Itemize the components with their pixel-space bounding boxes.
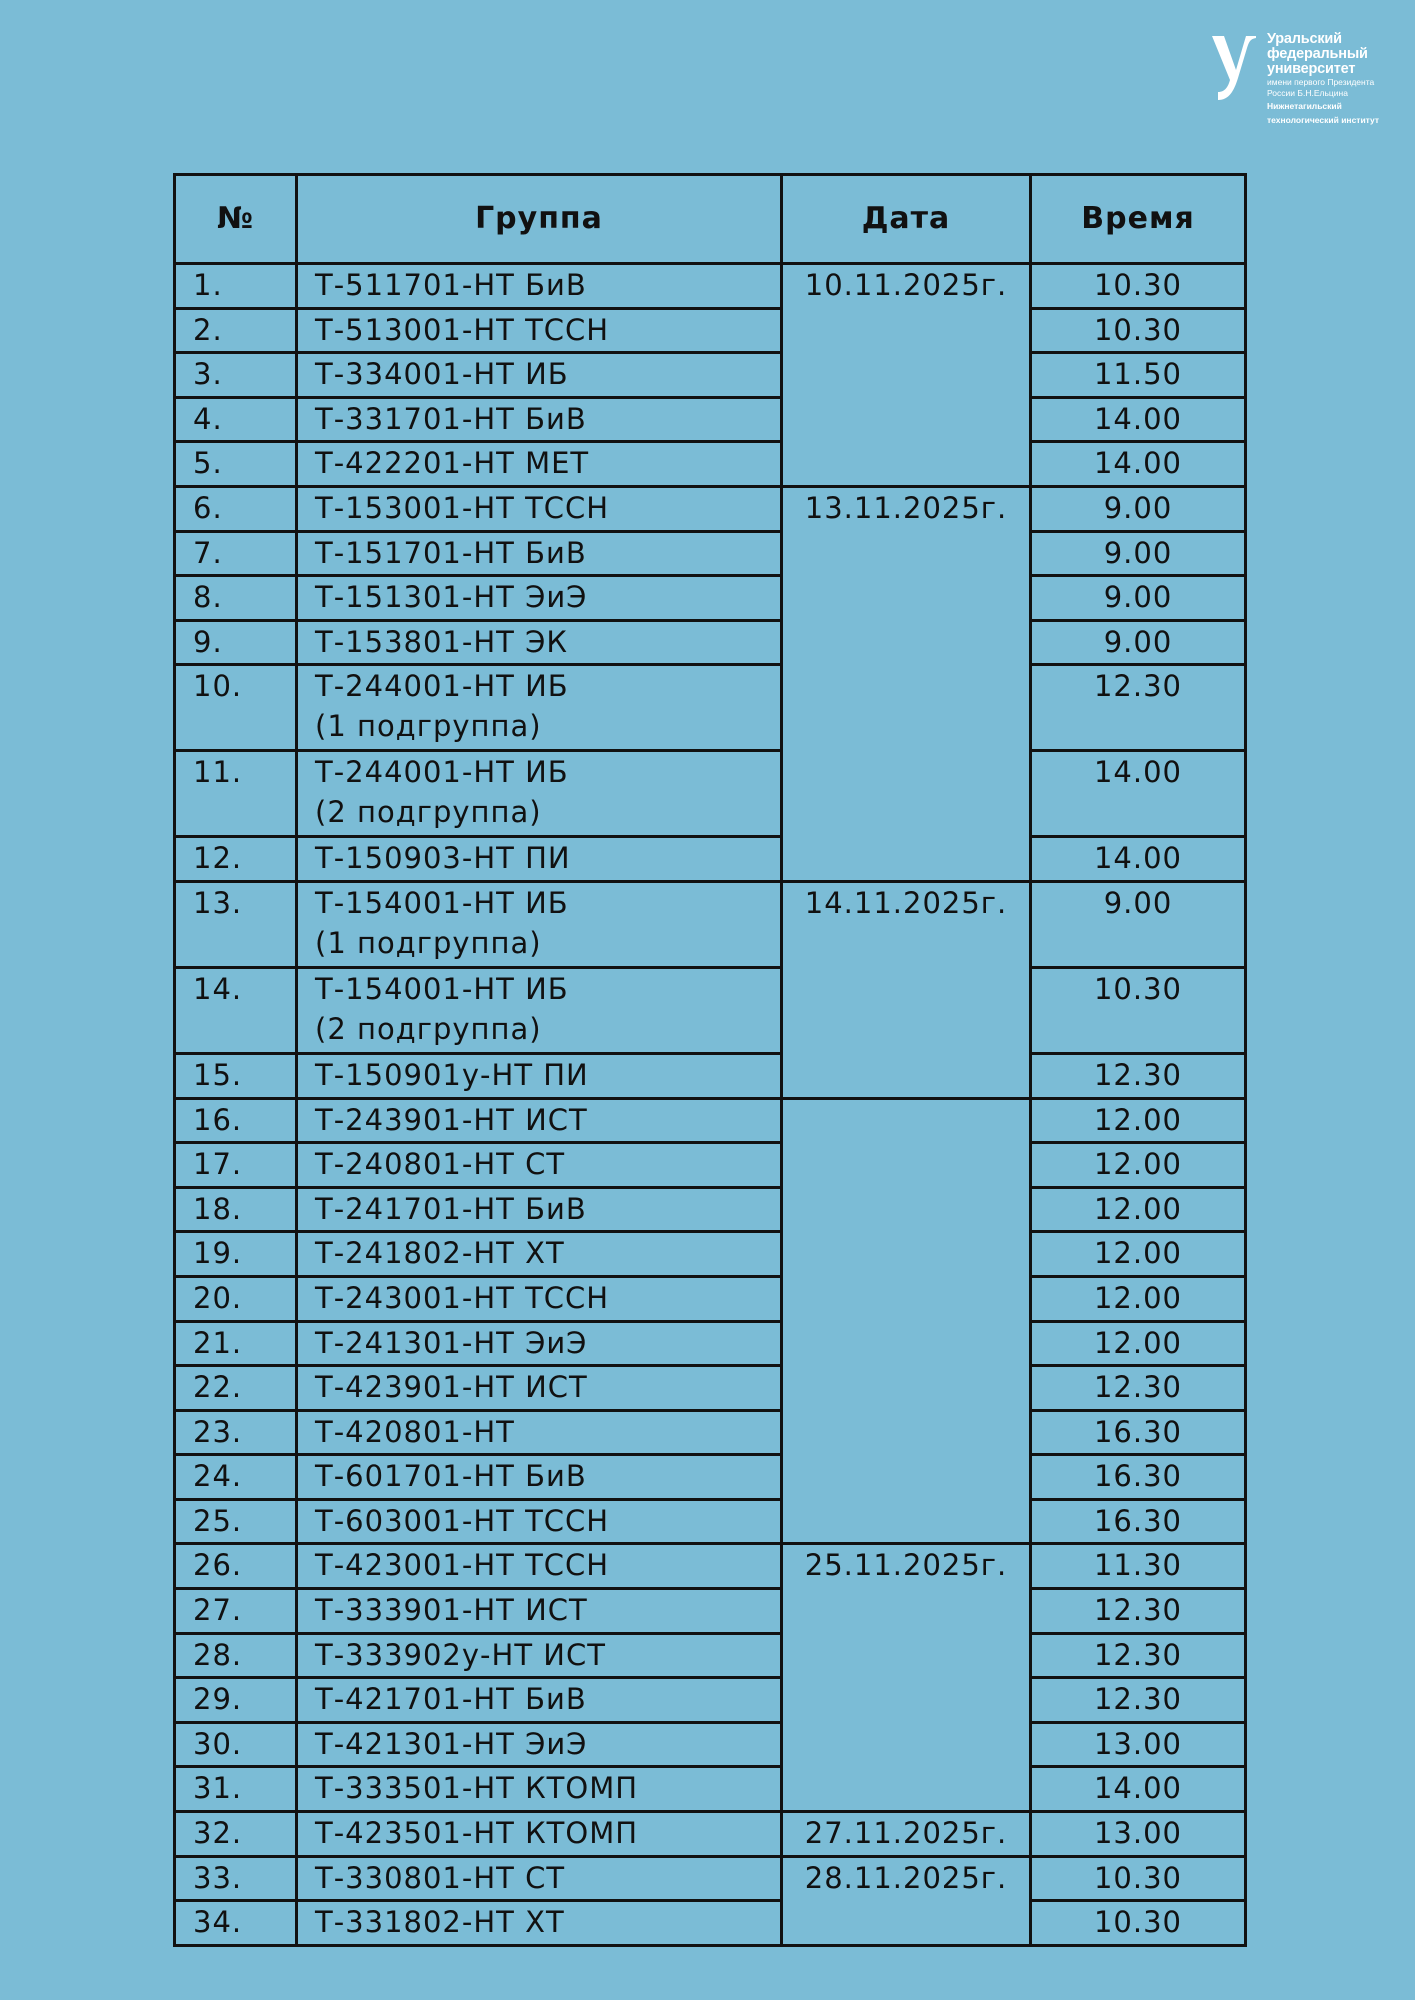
table-row	[175, 1544, 1246, 1589]
row-number: 30.	[175, 1722, 297, 1767]
row-group	[297, 264, 782, 309]
university-logo-mark-icon	[1210, 30, 1260, 105]
table-row	[175, 442, 1246, 487]
group-subgroup: (1 подгруппа)	[315, 925, 542, 960]
logo-title-1: Уральский	[1267, 31, 1342, 47]
row-time: 12.00	[1031, 1143, 1246, 1188]
row-group	[297, 837, 782, 882]
group-name: Т-154001-НТ ИБ	[315, 971, 569, 1006]
table-row	[175, 1053, 1246, 1098]
table-row	[175, 1187, 1246, 1232]
row-group	[297, 576, 782, 621]
row-number: 31.	[175, 1767, 297, 1812]
row-group	[297, 620, 782, 665]
row-group	[297, 397, 782, 442]
header-date: Дата	[782, 175, 1031, 264]
table-row	[175, 1856, 1246, 1901]
group-name: Т-334001-НТ ИБ	[315, 357, 569, 392]
row-group	[297, 1187, 782, 1232]
group-subgroup: (2 подгруппа)	[315, 1011, 542, 1046]
table-row	[175, 1767, 1246, 1812]
row-number: 26.	[175, 1544, 297, 1589]
row-group	[297, 1901, 782, 1946]
row-time: 12.00	[1031, 1187, 1246, 1232]
group-name: Т-151701-НТ БиВ	[315, 535, 587, 570]
row-time: 13.00	[1031, 1812, 1246, 1857]
row-time: 12.00	[1031, 1232, 1246, 1277]
table-row	[175, 486, 1246, 531]
table-row	[175, 531, 1246, 576]
row-time: 10.30	[1031, 264, 1246, 309]
row-date	[782, 1098, 1031, 1544]
table-row	[175, 1143, 1246, 1188]
row-number: 21.	[175, 1321, 297, 1366]
row-number: 3.	[175, 353, 297, 398]
group-name: Т-330801-НТ СТ	[315, 1860, 566, 1895]
row-time: 9.00	[1031, 881, 1246, 967]
row-time: 14.00	[1031, 397, 1246, 442]
group-subgroup: (2 подгруппа)	[315, 795, 542, 830]
row-number: 19.	[175, 1232, 297, 1277]
group-name: Т-331802-НТ ХТ	[315, 1905, 565, 1940]
group-name: Т-333901-НТ ИСТ	[315, 1593, 588, 1628]
row-time: 12.30	[1031, 1366, 1246, 1411]
row-number: 16.	[175, 1098, 297, 1143]
row-time: 12.30	[1031, 665, 1246, 751]
row-time: 10.30	[1031, 967, 1246, 1053]
row-number: 5.	[175, 442, 297, 487]
table-row	[175, 837, 1246, 882]
table-row	[175, 1722, 1246, 1767]
group-name: Т-241701-НТ БиВ	[315, 1191, 587, 1226]
row-number: 27.	[175, 1589, 297, 1634]
row-number: 22.	[175, 1366, 297, 1411]
group-name: Т-423001-НТ ТССН	[315, 1548, 610, 1583]
row-number: 8.	[175, 576, 297, 621]
row-group	[297, 531, 782, 576]
row-time: 16.30	[1031, 1410, 1246, 1455]
row-time: 16.30	[1031, 1499, 1246, 1544]
group-subgroup: (1 подгруппа)	[315, 709, 542, 744]
table-row	[175, 620, 1246, 665]
row-group	[297, 1232, 782, 1277]
row-group	[297, 1722, 782, 1767]
row-number: 20.	[175, 1276, 297, 1321]
group-name: Т-150901у-НТ ПИ	[315, 1057, 589, 1092]
group-name: Т-243001-НТ ТССН	[315, 1280, 610, 1315]
table-row	[175, 1633, 1246, 1678]
row-date: 10.11.2025г.	[782, 264, 1031, 487]
table-row	[175, 665, 1246, 751]
group-name: Т-153001-НТ ТССН	[315, 490, 610, 525]
row-time: 12.30	[1031, 1678, 1246, 1723]
schedule-body	[175, 264, 1246, 1946]
row-group	[297, 751, 782, 837]
row-number: 6.	[175, 486, 297, 531]
group-name: Т-244001-НТ ИБ	[315, 669, 569, 704]
row-number: 34.	[175, 1901, 297, 1946]
table-row	[175, 264, 1246, 309]
row-number: 23.	[175, 1410, 297, 1455]
row-time: 10.30	[1031, 308, 1246, 353]
row-group	[297, 308, 782, 353]
group-name: Т-153801-НТ ЭК	[315, 624, 568, 659]
row-time: 9.00	[1031, 531, 1246, 576]
row-date: 25.11.2025г.	[782, 1544, 1031, 1812]
group-name: Т-420801-НТ	[315, 1414, 515, 1449]
row-time: 13.00	[1031, 1722, 1246, 1767]
table-row	[175, 576, 1246, 621]
row-date: 28.11.2025г.	[782, 1856, 1031, 1945]
row-group	[297, 1678, 782, 1723]
row-time: 12.30	[1031, 1589, 1246, 1634]
row-time: 16.30	[1031, 1455, 1246, 1500]
row-number: 15.	[175, 1053, 297, 1098]
row-number: 10.	[175, 665, 297, 751]
row-group	[297, 1812, 782, 1857]
header-time: Время	[1031, 175, 1246, 264]
table-row	[175, 1232, 1246, 1277]
row-group	[297, 1455, 782, 1500]
table-row	[175, 881, 1246, 967]
row-time: 10.30	[1031, 1901, 1246, 1946]
row-group	[297, 1410, 782, 1455]
group-name: Т-150903-НТ ПИ	[315, 841, 571, 876]
row-group	[297, 881, 782, 967]
row-number: 24.	[175, 1455, 297, 1500]
table-row	[175, 751, 1246, 837]
group-name: Т-331701-НТ БиВ	[315, 401, 587, 436]
row-time: 14.00	[1031, 751, 1246, 837]
table-row	[175, 397, 1246, 442]
row-number: 9.	[175, 620, 297, 665]
group-name: Т-241802-НТ ХТ	[315, 1236, 565, 1271]
group-name: Т-333501-НТ КТОМП	[315, 1771, 639, 1806]
table-row	[175, 353, 1246, 398]
logo-institute-2: технологический институт	[1267, 114, 1380, 125]
row-group	[297, 1589, 782, 1634]
group-name: Т-422201-НТ МЕТ	[315, 446, 590, 481]
row-time: 12.30	[1031, 1053, 1246, 1098]
row-time: 10.30	[1031, 1856, 1246, 1901]
table-row	[175, 1410, 1246, 1455]
row-number: 4.	[175, 397, 297, 442]
table-row	[175, 308, 1246, 353]
group-name: Т-603001-НТ ТССН	[315, 1503, 610, 1538]
row-number: 29.	[175, 1678, 297, 1723]
row-number: 32.	[175, 1812, 297, 1857]
group-name: Т-421301-НТ ЭиЭ	[315, 1726, 588, 1761]
row-number: 1.	[175, 264, 297, 309]
table-row	[175, 1455, 1246, 1500]
group-name: Т-154001-НТ ИБ	[315, 885, 569, 920]
row-group	[297, 967, 782, 1053]
row-date: 27.11.2025г.	[782, 1812, 1031, 1857]
table-row	[175, 1499, 1246, 1544]
row-group	[297, 442, 782, 487]
table-row	[175, 1366, 1246, 1411]
row-number: 14.	[175, 967, 297, 1053]
logo-subtitle-2: России Б.Н.Ельцина	[1267, 87, 1348, 98]
table-row	[175, 1901, 1246, 1946]
logo-title-2: федеральный	[1267, 46, 1368, 62]
row-group	[297, 1143, 782, 1188]
row-time: 9.00	[1031, 486, 1246, 531]
group-name: Т-333902у-НТ ИСТ	[315, 1637, 606, 1672]
table-row	[175, 1678, 1246, 1723]
group-name: Т-423501-НТ КТОМП	[315, 1816, 639, 1851]
table-row	[175, 1321, 1246, 1366]
group-name: Т-601701-НТ БиВ	[315, 1459, 587, 1494]
row-group	[297, 1767, 782, 1812]
row-date: 14.11.2025г.	[782, 881, 1031, 1098]
table-row	[175, 1098, 1246, 1143]
row-time: 9.00	[1031, 576, 1246, 621]
group-name: Т-421701-НТ БиВ	[315, 1682, 587, 1717]
row-time: 14.00	[1031, 1767, 1246, 1812]
row-date: 13.11.2025г.	[782, 486, 1031, 881]
row-group	[297, 1321, 782, 1366]
group-name: Т-151301-НТ ЭиЭ	[315, 580, 588, 615]
row-number: 13.	[175, 881, 297, 967]
logo-institute-1: Нижнетагильский	[1267, 101, 1342, 111]
row-number: 18.	[175, 1187, 297, 1232]
row-time: 11.30	[1031, 1544, 1246, 1589]
row-time: 12.00	[1031, 1276, 1246, 1321]
row-time: 14.00	[1031, 442, 1246, 487]
row-group	[297, 1633, 782, 1678]
row-time: 12.00	[1031, 1321, 1246, 1366]
logo-subtitle-1: имени первого Президента	[1267, 77, 1375, 87]
row-group	[297, 1053, 782, 1098]
urfu-logo	[1210, 30, 1380, 130]
row-number: 11.	[175, 751, 297, 837]
row-group	[297, 486, 782, 531]
row-group	[297, 1499, 782, 1544]
row-group	[297, 1366, 782, 1411]
group-name: Т-511701-НТ БиВ	[315, 268, 587, 302]
group-name: Т-243901-НТ ИСТ	[315, 1102, 588, 1137]
row-group	[297, 1544, 782, 1589]
table-row	[175, 1589, 1246, 1634]
row-group	[297, 353, 782, 398]
row-number: 33.	[175, 1856, 297, 1901]
header-number: №	[175, 175, 297, 264]
table-header-row	[175, 175, 1246, 264]
row-number: 25.	[175, 1499, 297, 1544]
row-group	[297, 1276, 782, 1321]
row-number: 7.	[175, 531, 297, 576]
row-time: 14.00	[1031, 837, 1246, 882]
row-time: 9.00	[1031, 620, 1246, 665]
group-name: Т-241301-НТ ЭиЭ	[315, 1325, 588, 1360]
table-row	[175, 1812, 1246, 1857]
row-number: 17.	[175, 1143, 297, 1188]
row-number: 2.	[175, 308, 297, 353]
row-time: 12.30	[1031, 1633, 1246, 1678]
table-row	[175, 1276, 1246, 1321]
group-name: Т-240801-НТ СТ	[315, 1147, 566, 1182]
row-number: 12.	[175, 837, 297, 882]
schedule-table	[173, 173, 1247, 1947]
header-group: Группа	[297, 175, 782, 264]
group-name: Т-423901-НТ ИСТ	[315, 1370, 588, 1405]
row-number: 28.	[175, 1633, 297, 1678]
row-group	[297, 1098, 782, 1143]
group-name: Т-513001-НТ ТССН	[315, 312, 610, 347]
row-time: 11.50	[1031, 353, 1246, 398]
table-row	[175, 967, 1246, 1053]
logo-title-3: университет	[1267, 61, 1356, 77]
row-group	[297, 665, 782, 751]
row-group	[297, 1856, 782, 1901]
group-name: Т-244001-НТ ИБ	[315, 755, 569, 790]
row-time: 12.00	[1031, 1098, 1246, 1143]
